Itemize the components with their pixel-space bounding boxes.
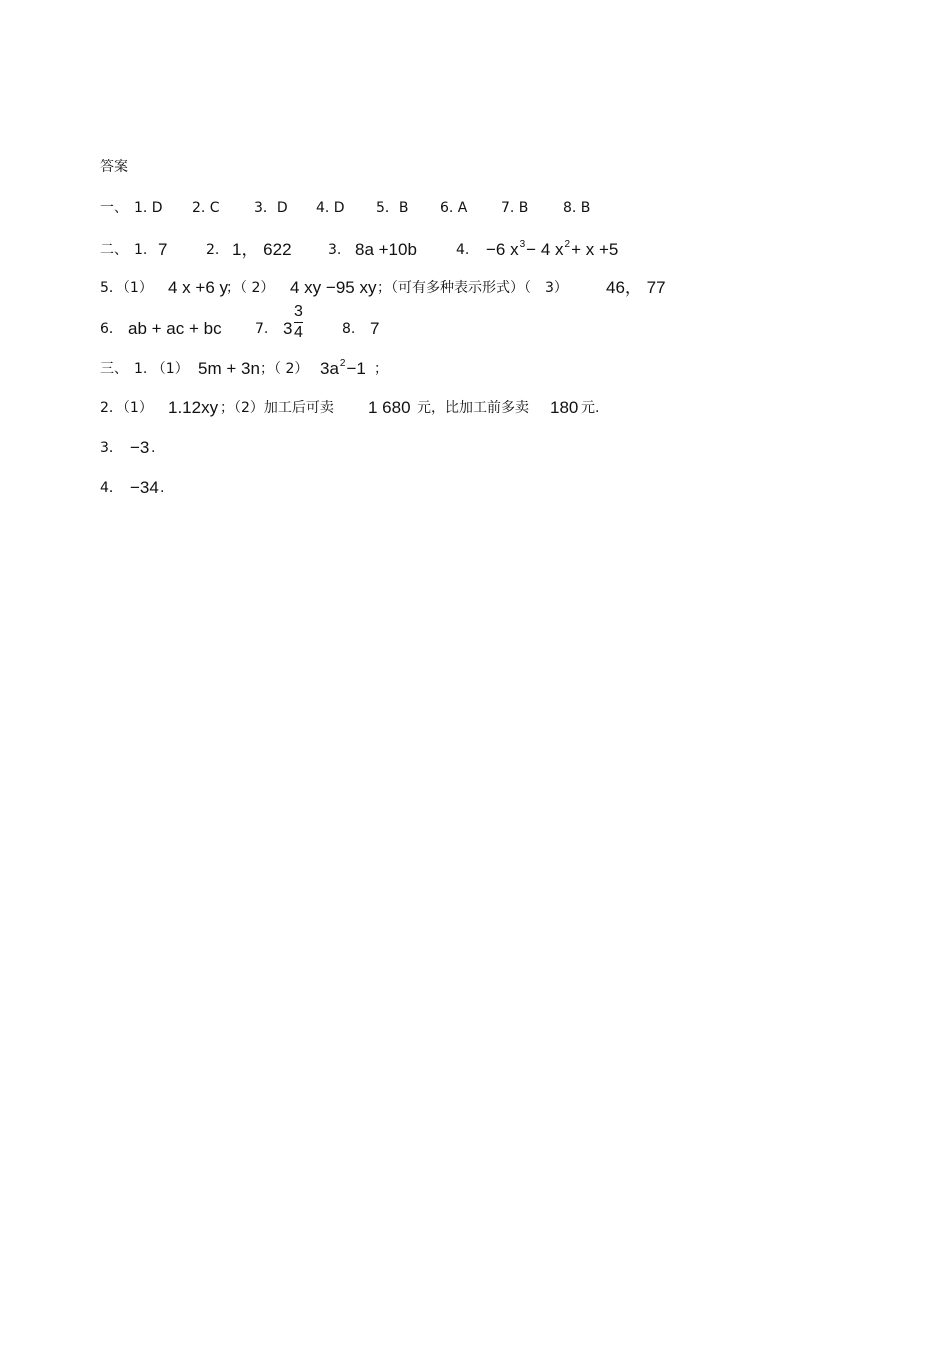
- q2-7-numerator: 3: [294, 303, 303, 320]
- q2-6-answer: ab + ac + bc: [128, 319, 222, 338]
- section1-item: 7. B: [501, 200, 529, 216]
- q3-2-sep1: ；（2）加工后可卖: [220, 400, 334, 416]
- q3-1-term: −1: [346, 359, 366, 378]
- q2-6-number: 6．: [100, 321, 123, 337]
- q2-5-part2: 4 xy −95 xy: [290, 278, 377, 297]
- q3-4-answer: −34: [130, 478, 159, 497]
- q2-5-number: 5．（1）: [100, 280, 153, 296]
- q3-1-base: 3a: [320, 359, 339, 378]
- answer-title: 答案: [100, 159, 128, 175]
- q3-2-part3: 180: [550, 398, 579, 417]
- section1-item: 3．D: [254, 200, 288, 216]
- q3-2-sep3: 元.: [581, 400, 600, 416]
- q2-5-part1: 4 x +6 y: [168, 278, 229, 297]
- q2-1-number: 1.: [134, 242, 148, 258]
- q2-4-number: 4.: [456, 242, 470, 258]
- section1-item: 2. C: [192, 200, 220, 216]
- q3-2-part2: 1 680: [368, 398, 411, 417]
- q3-1-sep1: ；（ 2）: [260, 361, 309, 377]
- q2-3-number: 3.: [328, 242, 342, 258]
- q3-1-part2: [320, 357, 366, 384]
- section1-item: 5．B: [376, 200, 409, 216]
- q2-8-number: 8.: [342, 321, 356, 337]
- section1-item: 6. A: [440, 200, 468, 216]
- q2-7-whole: 3: [283, 319, 293, 338]
- q2-2-number: 2.: [206, 242, 220, 258]
- q3-3-answer: −3: [130, 438, 150, 457]
- q2-7-number: 7.: [255, 321, 269, 337]
- q3-4-end: .: [160, 480, 165, 496]
- q2-7-fraction: [294, 303, 303, 342]
- q2-4-term1: −6 x: [486, 240, 519, 259]
- q2-2-answer: 1， 622: [232, 240, 292, 259]
- section2-label: 二、: [100, 242, 128, 258]
- q3-2-number: 2．（1）: [100, 400, 153, 416]
- q2-4-exponent2: 2: [564, 239, 571, 250]
- q3-1-part1: 5m + 3n: [198, 359, 260, 378]
- fraction-bar: [294, 322, 303, 323]
- section1-item: 1. D: [134, 200, 163, 216]
- q2-4-term2: − 4 x: [526, 240, 564, 259]
- section1-item: 8. B: [563, 200, 591, 216]
- q2-8-answer: 7: [370, 319, 380, 338]
- q3-1-end: ；: [374, 361, 388, 377]
- q2-5-sep2: ；（可有多种表示形式）（ 3）: [377, 280, 568, 296]
- q3-3-number: 3．: [100, 440, 123, 456]
- q3-3-end: .: [151, 440, 156, 456]
- q3-2-part1: 1.12xy: [168, 398, 219, 417]
- q2-3-answer: 8a +10b: [355, 240, 417, 259]
- q3-1-exponent: 2: [339, 358, 346, 369]
- q2-1-answer: 7: [158, 240, 168, 259]
- q3-4-number: 4．: [100, 480, 123, 496]
- q2-5-part3: 46， 77: [606, 278, 666, 297]
- q3-1-number: 1. （1）: [134, 361, 189, 377]
- q2-5-sep1: ；（ 2）: [226, 280, 275, 296]
- q2-4-exponent1: 3: [519, 239, 526, 250]
- section1-item: 4. D: [316, 200, 345, 216]
- q2-7-denominator: 4: [294, 324, 303, 341]
- section1-label: 一、: [100, 200, 128, 216]
- section3-label: 三、: [100, 361, 128, 377]
- q2-4-answer: [486, 238, 618, 265]
- q2-4-term3: + x +5: [571, 240, 619, 259]
- q3-2-sep2: 元，比加工前多卖: [417, 400, 529, 416]
